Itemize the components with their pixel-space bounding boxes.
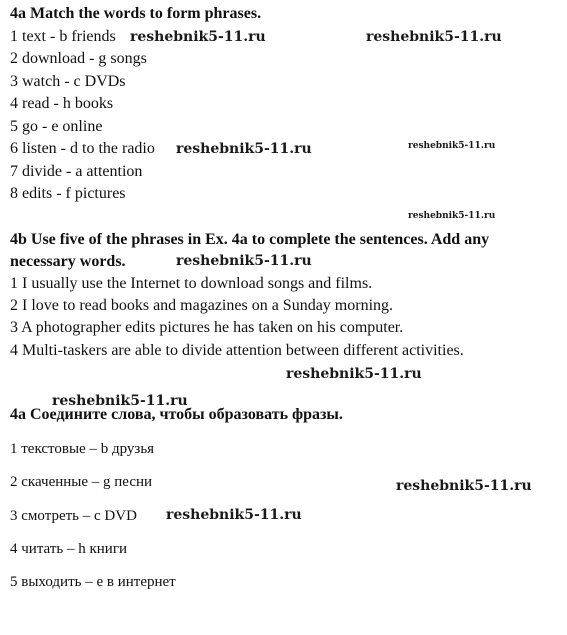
watermark: reshebnik5-11.ru [408,211,496,221]
watermark: reshebnik5-11.ru [176,253,312,269]
watermark: reshebnik5-11.ru [408,141,496,151]
watermark: reshebnik5-11.ru [130,29,266,45]
sentence: 3 A photographer edits pictures he has taken on his computer. [10,319,404,336]
list-item: 4 читать – h книги [10,541,127,557]
sentence: 2 I love to read books and magazines on a Sunday morning. [10,297,394,314]
list-item: 3 watch - c DVDs [10,73,126,90]
list-item: 2 download - g songs [10,50,147,67]
watermark: reshebnik5-11.ru [176,141,312,157]
list-item: 7 divide - a attention [10,163,143,180]
heading-4b-line2: necessary words. [10,253,126,270]
list-item: 8 edits - f pictures [10,185,126,202]
sentence: 4 Multi-taskers are able to divide attention between different activities. [10,342,464,359]
list-item: 3 смотреть – c DVD [10,508,137,524]
list-item: 4 read - h books [10,95,114,112]
list-item: 1 text - b friends [10,28,116,45]
watermark: reshebnik5-11.ru [366,29,502,45]
watermark: reshebnik5-11.ru [52,393,188,409]
heading-4a-ru: 4a Соедините слова, чтобы образовать фразы. [10,406,343,423]
watermark: reshebnik5-11.ru [166,507,302,523]
sentence: 1 I usually use the Internet to download songs and films. [10,275,373,292]
watermark: reshebnik5-11.ru [286,366,422,382]
heading-4b-line1: 4b Use five of the phrases in Ex. 4a to complete the sentences. Add any [10,231,490,248]
list-item: 2 скаченные – g песни [10,474,153,490]
watermark: reshebnik5-11.ru [396,478,532,494]
heading-4a-en: 4a Match the words to form phrases. [10,5,262,22]
list-item: 6 listen - d to the radio [10,140,155,157]
list-item: 5 go - e online [10,118,103,135]
list-item: 1 текстовые – b друзья [10,441,155,457]
list-item: 5 выходить – e в интернет [10,574,176,590]
